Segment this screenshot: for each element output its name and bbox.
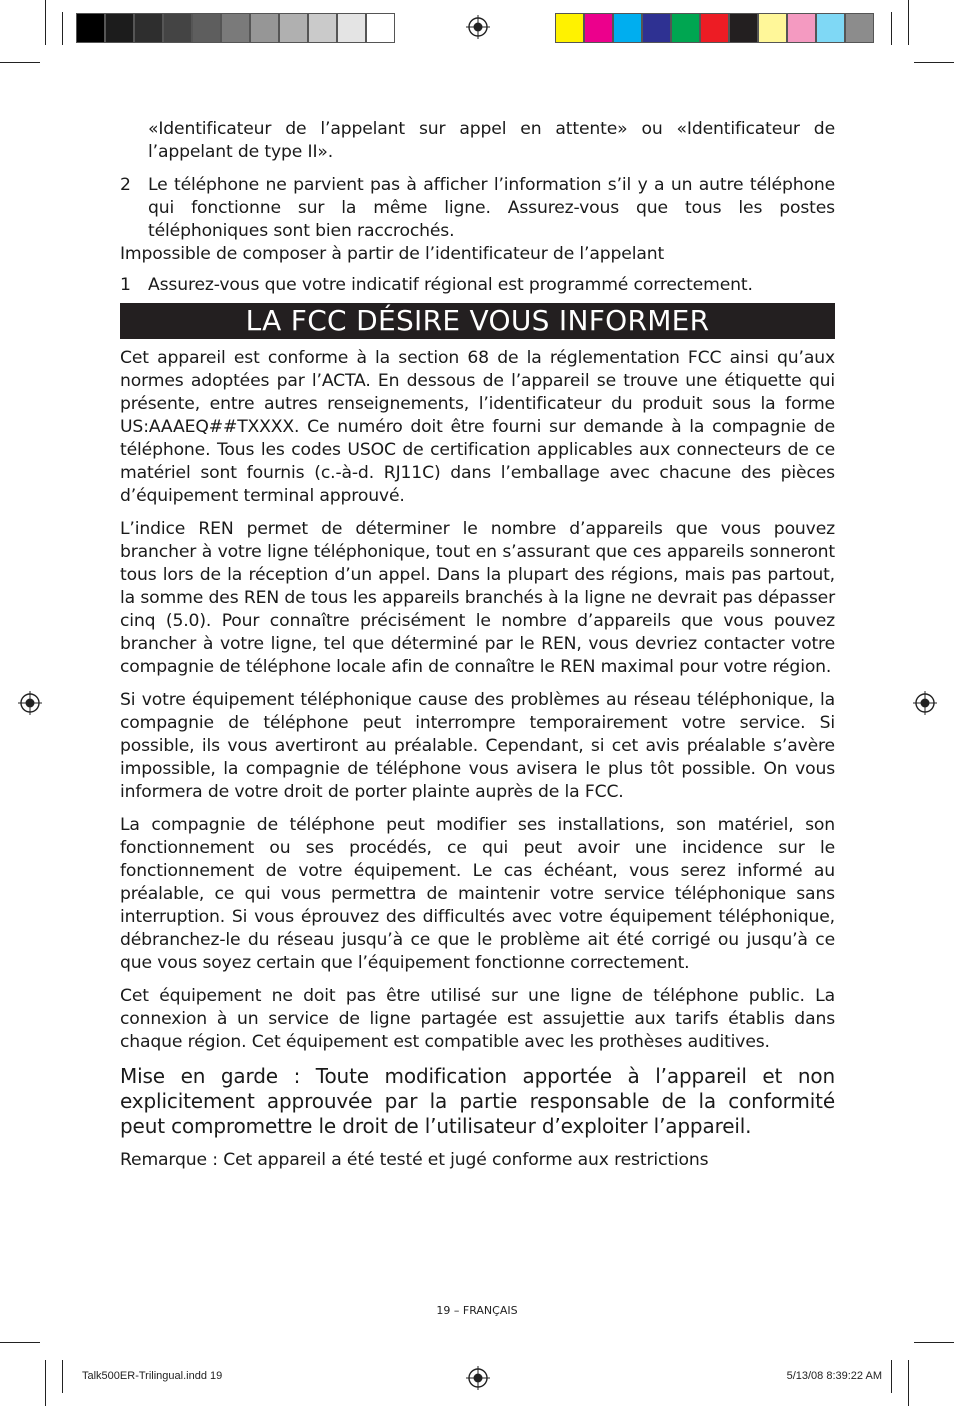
color-swatch [192, 13, 221, 43]
paragraph-public-line: Cet équipement ne doit pas être utilisé sur une ligne de téléphone public. La connexion à un service de ligne partagée est assujettie aux tarifs établis dans chaque région. Cet équipement est compatible avec les prothèses auditives. [120, 986, 835, 1052]
crop-mark-tl-v2 [62, 12, 63, 45]
color-swatch [555, 13, 584, 43]
color-swatch [76, 13, 105, 43]
list-item-text: Le téléphone ne parvient pas à afficher l’information s’il y a un autre téléphone qui fonctionne sur la même ligne. Assurez-vous que tous les postes téléphoniques sont bien raccrochés. [148, 175, 835, 241]
color-swatch [308, 13, 337, 43]
list-item-number: 1 [120, 275, 131, 295]
list-item-number: 2 [120, 175, 131, 195]
color-swatch [163, 13, 192, 43]
problem-heading: Impossible de composer à partir de l’identificateur de l’appelant [120, 244, 665, 264]
color-swatch [816, 13, 845, 43]
list-item-1 [120, 274, 835, 297]
color-swatch [787, 13, 816, 43]
color-swatch [250, 13, 279, 43]
crop-mark-tl-v [45, 0, 46, 45]
crop-mark-bl-v [45, 1360, 46, 1406]
crop-mark-br-v2 [891, 1360, 892, 1393]
section-title: LA FCC DÉSIRE VOUS INFORMER [120, 303, 835, 339]
page-number: 19 – FRANÇAIS [436, 1304, 518, 1317]
color-swatch [134, 13, 163, 43]
registration-mark-right-icon [913, 691, 937, 715]
paragraph-ren: L’indice REN permet de déterminer le nombre d’appareils que vous pouvez brancher à votre ligne téléphonique, tout en s’assurant que ces appareils sonneront tous lors de la réception d’un appel. Dans la plupart des régions, mais pas partout, la somme des REN de tous les appareils branchés à la ligne ne devrait pas dépasser cinq (5.0). Pour connaître précisément le nombre d’appareils que vous pouvez brancher à votre ligne, tel que déterminé par le REN, vous devriez contacter votre compagnie de téléphone locale afin de connaître le REN maximal pour votre région. [120, 519, 835, 677]
paragraph-fcc-compliance: Cet appareil est conforme à la section 68 de la réglementation FCC ainsi qu’aux normes adoptées par l’ACTA. En dessous de l’appareil se trouve une étiquette qui présente, entre autres renseignements, l’identificateur du produit sous la forme US:AAAEQ##TXXXX. Ce numéro doit être fourni sur demande à la compagnie de téléphone. Tous les codes USOC de certification applicables aux connecteurs de ce matériel sont fournis (c.-à-d. RJ11C) dans l’emballage avec chacune des pièces d’équipement terminal approuvé. [120, 348, 835, 506]
color-swatch [845, 13, 874, 43]
crop-mark-tr-h [914, 62, 954, 63]
list-item-2 [120, 174, 835, 243]
slug-timestamp: 5/13/08 8:39:22 AM [786, 1370, 882, 1382]
process-color-bar [555, 13, 874, 43]
color-swatch [105, 13, 134, 43]
warning-text: Mise en garde : Toute modification apportée à l’appareil et non explicitement approuvée par la partie responsable de la conformité peut compromettre le droit de l’utilisateur d’exploiter l’appareil. [120, 1064, 835, 1138]
color-swatch [642, 13, 671, 43]
slug-filename: Talk500ER-Trilingual.indd 19 [82, 1370, 223, 1382]
continued-text: «Identificateur de l’appelant sur appel en attente» ou «Identificateur de l’appelant de type II». [148, 119, 835, 162]
color-swatch [729, 13, 758, 43]
crop-mark-tl-h [0, 62, 40, 63]
crop-mark-br-h [914, 1342, 954, 1343]
page-content [120, 118, 835, 1172]
registration-mark-left-icon [18, 691, 42, 715]
color-swatch [221, 13, 250, 43]
crop-mark-tr-v [908, 0, 909, 45]
registration-mark-top-icon [466, 15, 490, 39]
list-item-text: Assurez-vous que votre indicatif régional est programmé correctement. [148, 275, 753, 295]
color-swatch [337, 13, 366, 43]
grayscale-color-bar [76, 13, 395, 43]
crop-mark-tr-v2 [891, 12, 892, 45]
color-swatch [279, 13, 308, 43]
crop-mark-br-v [908, 1360, 909, 1406]
color-swatch [700, 13, 729, 43]
paragraph-network-problems: Si votre équipement téléphonique cause des problèmes au réseau téléphonique, la compagnie de téléphone peut interrompre temporairement votre service. Si possible, ils vous avertiront au préalable. Cependant, si cet avis préalable s’avère impossible, la compagnie de téléphone vous avisera le plus tôt possible. On vous informera de votre droit de porter plainte auprès de la FCC. [120, 690, 835, 802]
color-swatch [613, 13, 642, 43]
registration-mark-bottom-icon [466, 1366, 490, 1390]
remark-text: Remarque : Cet appareil a été testé et jugé conforme aux restrictions [120, 1150, 709, 1170]
color-swatch [584, 13, 613, 43]
color-swatch [671, 13, 700, 43]
crop-mark-bl-h [0, 1342, 40, 1343]
color-swatch [758, 13, 787, 43]
crop-mark-bl-v2 [62, 1360, 63, 1393]
paragraph-company-changes: La compagnie de téléphone peut modifier ses installations, son matériel, son fonctionnement ou ses procédés, ce qui peut avoir une incidence sur le fonctionnement de votre équipement. Le cas échéant, vous serez informé au préalable, ce qui vous permettra de maintenir votre service téléphonique sans interruption. Si vous éprouvez des difficultés avec votre équipement téléphonique, débranchez-le du réseau jusqu’à ce que le problème ait été corrigé ou jusqu’à ce que vous soyez certain que l’équipement fonctionne correctement. [120, 815, 835, 973]
color-swatch [366, 13, 395, 43]
